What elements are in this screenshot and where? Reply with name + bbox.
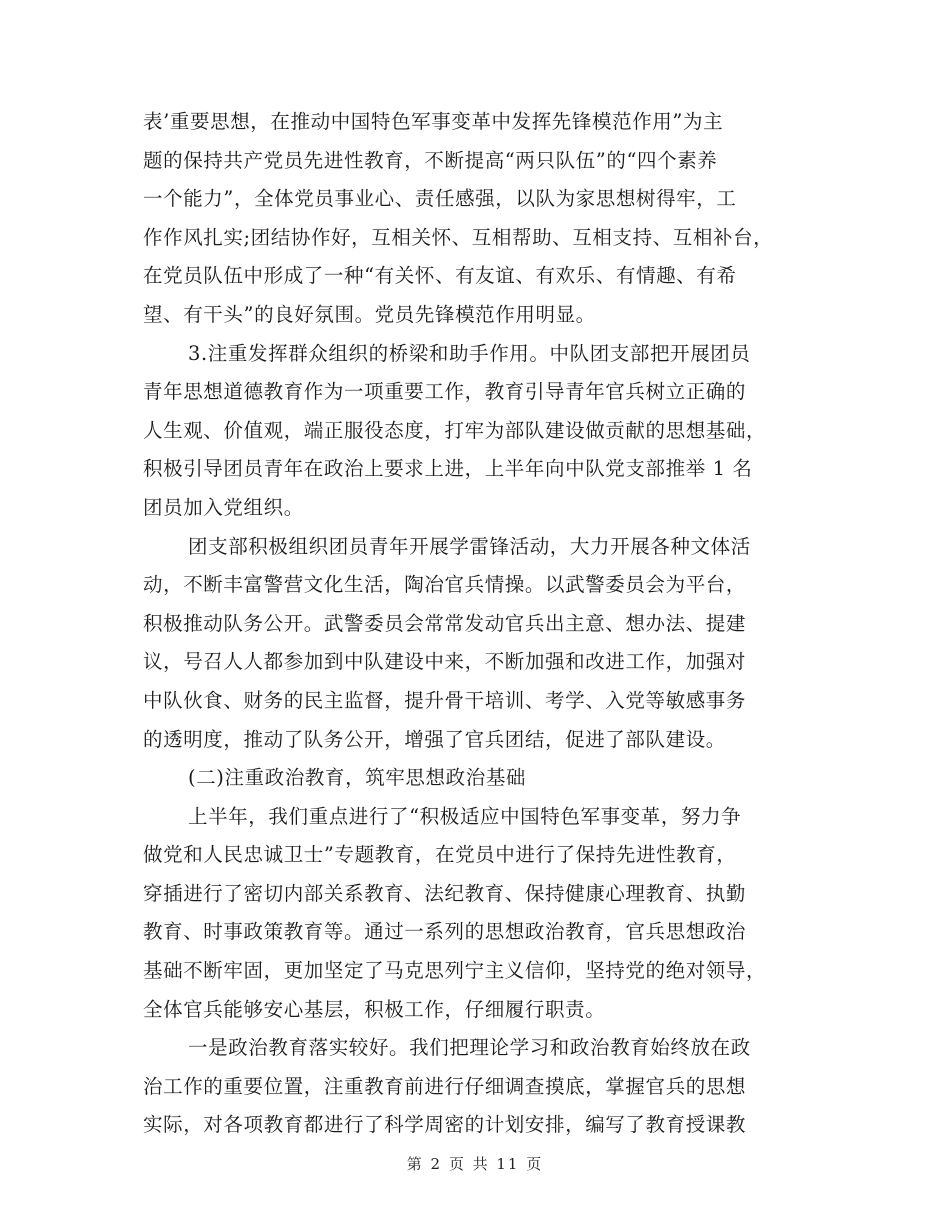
document-body [143, 103, 815, 1145]
text-line: 一个能力”，全体党员事业心、责任感强，以队为家思想树得牢，工 [143, 187, 737, 211]
text-line: (二)注重政治教育，筑牢思想政治基础 [188, 766, 527, 790]
text-line: 积极推动队务公开。武警委员会常常发动官兵出主意、想办法、提建 [143, 611, 747, 635]
text-line: 团支部积极组织团员青年开展学雷锋活动，大力开展各种文体活 [188, 534, 751, 558]
text-line: 一是政治教育落实较好。我们把理论学习和政治教育始终放在政 [188, 1036, 751, 1060]
text-line: 中队伙食、财务的民主监督，提升骨干培训、考学、入党等敏感事务 [143, 688, 747, 712]
text-line: 作作风扎实;团结协作好，互相关怀、互相帮助、互相支持、互相补台， [143, 225, 774, 249]
text-line: 在党员队伍中形成了一种“有关怀、有友谊、有欢乐、有情趣、有希 [143, 264, 737, 288]
text-line: 表’重要思想，在推动中国特色军事变革中发挥先锋模范作用”为主 [143, 110, 724, 133]
text-line: 做党和人民忠诚卫士”专题教育，在党员中进行了保持先进性教育， [143, 843, 737, 867]
text-line: 全体官兵能够安心基层，积极工作，仔细履行职责。 [143, 997, 606, 1021]
text-line: 望、有干头”的良好氛围。党员先锋模范作用明显。 [143, 302, 596, 326]
text-line: 穿插进行了密切内部关系教育、法纪教育、保持健康心理教育、执勤 [143, 881, 747, 905]
text-line: 3.注重发挥群众组织的桥梁和助手作用。中队团支部把开展团员 [188, 341, 751, 365]
text-line: 积极引导团员青年在政治上要求上进，上半年向中队党支部推举 1 名 [143, 457, 753, 481]
text-line: 的透明度，推动了队务公开，增强了官兵团结，促进了部队建设。 [143, 727, 726, 751]
text-line: 动，不断丰富警营文化生活，陶冶官兵情操。以武警委员会为平台， [143, 573, 747, 597]
text-line: 教育、时事政策教育等。通过一系列的思想政治教育，官兵思想政治 [143, 920, 747, 944]
text-line: 题的保持共产党员先进性教育，不断提高“两只队伍”的“四个素养 [143, 148, 718, 172]
text-line: 上半年，我们重点进行了“积极适应中国特色军事变革，努力争 [188, 804, 742, 828]
text-line: 人生观、价值观，端正服役态度，打牢为部队建设做贡献的思想基础， [143, 418, 767, 442]
text-line: 实际，对各项教育都进行了科学周密的计划安排，编写了教育授课教 [143, 1113, 747, 1137]
page-number-footer: 第 2 页 共 11 页 [406, 1155, 544, 1173]
text-line: 青年思想道德教育作为一项重要工作，教育引导青年官兵树立正确的 [143, 380, 747, 404]
text-line: 团员加入党组织。 [143, 495, 304, 519]
text-line: 议，号召人人都参加到中队建设中来，不断加强和改进工作，加强对 [143, 650, 747, 674]
text-line: 基础不断牢固，更加坚定了马克思列宁主义信仰，坚持党的绝对领导， [143, 959, 767, 983]
text-line: 治工作的重要位置，注重教育前进行仔细调查摸底，掌握官兵的思想 [143, 1074, 747, 1098]
